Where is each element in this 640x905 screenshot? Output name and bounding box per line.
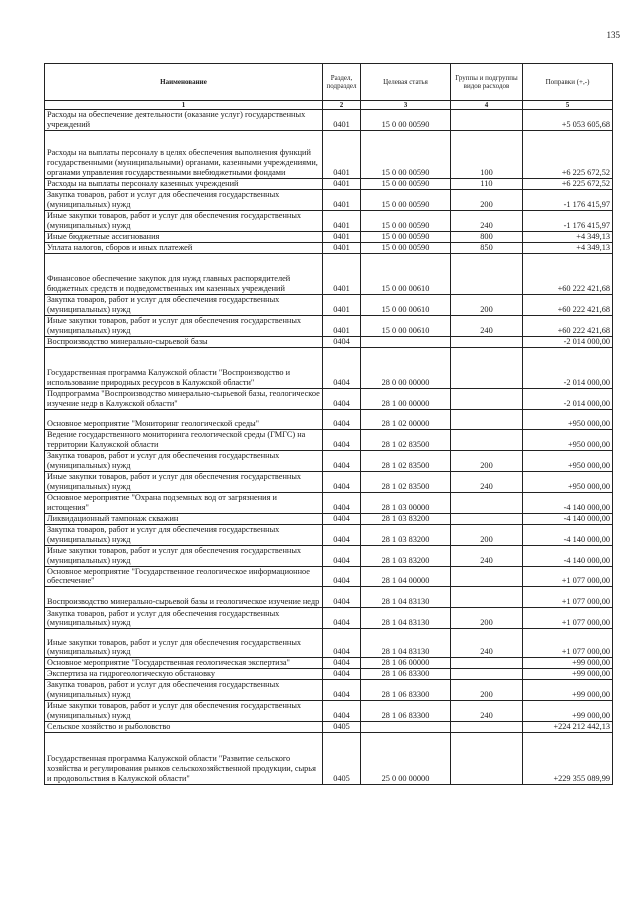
row-name: Иные закупки товаров, работ и услуг для обеспечения государственных (муниципальных) нужд [45,315,323,336]
row-statya: 28 1 04 83130 [361,608,451,629]
row-sum: -4 140 000,00 [523,513,613,524]
row-vid: 240 [451,471,523,492]
table-row [45,492,613,513]
row-name: Иные закупки товаров, работ и услуг для обеспечения государственных (муниципальных) нужд [45,629,323,658]
table-row [45,566,613,587]
row-statya: 28 1 02 00000 [361,409,451,429]
row-name: Государственная программа Калужской области "Воспроизводство и использование природных ресурсов в Калужской области" [45,347,323,388]
row-statya: 15 0 00 00610 [361,253,451,294]
row-sum: +60 222 421,68 [523,253,613,294]
row-vid: 240 [451,210,523,231]
table-row [45,701,613,722]
row-name: Иные закупки товаров, работ и услуг для обеспечения государственных (муниципальных) нужд [45,471,323,492]
row-vid [451,722,523,733]
row-vid [451,253,523,294]
row-razdel: 0404 [323,429,361,450]
table-row [45,669,613,680]
row-razdel: 0401 [323,315,361,336]
row-statya: 15 0 00 00590 [361,110,451,131]
row-sum: +6 225 672,52 [523,130,613,178]
row-sum: -4 140 000,00 [523,524,613,545]
row-razdel: 0404 [323,566,361,587]
row-razdel: 0404 [323,524,361,545]
table-row [45,347,613,388]
table-row [45,450,613,471]
table-row [45,210,613,231]
row-sum: +99 000,00 [523,701,613,722]
table-row [45,189,613,210]
row-name: Иные закупки товаров, работ и услуг для обеспечения государственных (муниципальных) нужд [45,701,323,722]
row-name: Ведение государственного мониторинга геологической среды (ГМГС) на территории Калужской области [45,429,323,450]
table-row [45,629,613,658]
header-sum: Поправки (+,-) [523,64,613,101]
row-sum: +5 053 605,68 [523,110,613,131]
row-name: Финансовое обеспечение закупок для нужд главных распорядителей бюджетных средств и подведомственных им казенных учреждений [45,253,323,294]
row-vid [451,409,523,429]
row-name: Основное мероприятие "Государственная геологическая экспертиза" [45,658,323,669]
row-vid [451,388,523,409]
row-name: Закупка товаров, работ и услуг для обеспечения государственных (муниципальных) нужд [45,680,323,701]
row-name: Подпрограмма "Воспроизводство минерально-сырьевой базы, геологическое изучение недр в Калужской области" [45,388,323,409]
row-name: Расходы на выплаты персоналу в целях обеспечения выполнения функций государственными (муниципальными) органами, казенными учреждениями, органами управления государственными внебюджетными фондами [45,130,323,178]
row-statya: 28 1 02 83500 [361,429,451,450]
row-statya: 15 0 00 00590 [361,178,451,189]
row-vid [451,336,523,347]
column-number-row [45,101,613,110]
row-statya: 28 0 00 00000 [361,347,451,388]
table-row [45,680,613,701]
row-razdel: 0404 [323,587,361,608]
row-vid [451,733,523,785]
row-razdel: 0401 [323,210,361,231]
row-razdel: 0404 [323,471,361,492]
row-vid [451,429,523,450]
row-vid [451,492,523,513]
row-vid: 200 [451,524,523,545]
row-statya: 25 0 00 00000 [361,733,451,785]
table-row [45,429,613,450]
row-razdel: 0404 [323,629,361,658]
header-name: Наименование [45,64,323,101]
row-sum: +60 222 421,68 [523,294,613,315]
row-sum: +1 077 000,00 [523,566,613,587]
row-sum: +950 000,00 [523,409,613,429]
row-statya: 28 1 03 00000 [361,492,451,513]
row-vid [451,110,523,131]
row-razdel: 0404 [323,347,361,388]
row-name: Закупка товаров, работ и услуг для обеспечения государственных (муниципальных) нужд [45,189,323,210]
table-row [45,471,613,492]
table-row [45,294,613,315]
row-vid: 240 [451,629,523,658]
row-razdel: 0404 [323,492,361,513]
row-vid: 200 [451,294,523,315]
row-sum: +1 077 000,00 [523,629,613,658]
row-statya: 28 1 06 00000 [361,658,451,669]
row-sum: -2 014 000,00 [523,336,613,347]
page-number: 135 [606,30,620,40]
table-row [45,253,613,294]
table-row [45,110,613,131]
row-statya: 28 1 03 83200 [361,513,451,524]
table-row [45,513,613,524]
row-razdel: 0404 [323,658,361,669]
table-row [45,587,613,608]
row-vid: 110 [451,178,523,189]
table-row [45,733,613,785]
row-sum: +950 000,00 [523,450,613,471]
row-razdel: 0404 [323,336,361,347]
row-vid: 200 [451,450,523,471]
table-row [45,178,613,189]
column-number: 4 [451,101,523,110]
row-vid: 200 [451,189,523,210]
row-razdel: 0404 [323,680,361,701]
row-name: Уплата налогов, сборов и иных платежей [45,242,323,253]
row-sum: -4 140 000,00 [523,492,613,513]
row-statya: 15 0 00 00610 [361,315,451,336]
row-razdel: 0401 [323,130,361,178]
row-name: Государственная программа Калужской области "Развитие сельского хозяйства и регулирования рынков сельскохозяйственной продукции, сырья и продовольствия в Калужской области" [45,733,323,785]
row-statya: 15 0 00 00590 [361,189,451,210]
row-vid: 240 [451,545,523,566]
row-name: Закупка товаров, работ и услуг для обеспечения государственных (муниципальных) нужд [45,608,323,629]
row-name: Ликвидационный тампонаж скважин [45,513,323,524]
row-sum: +1 077 000,00 [523,608,613,629]
row-vid: 200 [451,608,523,629]
header-razdel: Раздел, подраздел [323,64,361,101]
table-row [45,231,613,242]
row-vid: 100 [451,130,523,178]
row-name: Расходы на выплаты персоналу казенных учреждений [45,178,323,189]
row-razdel: 0401 [323,253,361,294]
row-vid [451,587,523,608]
row-statya: 28 1 06 83300 [361,669,451,680]
row-name: Иные бюджетные ассигнования [45,231,323,242]
row-name: Закупка товаров, работ и услуг для обеспечения государственных (муниципальных) нужд [45,450,323,471]
row-name: Воспроизводство минерально-сырьевой базы [45,336,323,347]
table-row [45,608,613,629]
column-number: 3 [361,101,451,110]
row-statya: 28 1 04 83130 [361,629,451,658]
row-razdel: 0401 [323,110,361,131]
row-statya [361,336,451,347]
row-name: Иные закупки товаров, работ и услуг для обеспечения государственных (муниципальных) нужд [45,545,323,566]
row-razdel: 0401 [323,231,361,242]
row-sum: +99 000,00 [523,669,613,680]
table-row [45,722,613,733]
row-statya: 15 0 00 00590 [361,231,451,242]
budget-table [44,63,613,785]
header-vid: Группы и подгруппы видов расходов [451,64,523,101]
row-statya: 28 1 06 83300 [361,680,451,701]
row-sum: -2 014 000,00 [523,388,613,409]
row-sum: -4 140 000,00 [523,545,613,566]
row-sum: -2 014 000,00 [523,347,613,388]
row-sum: +60 222 421,68 [523,315,613,336]
row-sum: +99 000,00 [523,680,613,701]
row-name: Закупка товаров, работ и услуг для обеспечения государственных (муниципальных) нужд [45,294,323,315]
row-vid [451,566,523,587]
table-row [45,524,613,545]
row-vid [451,347,523,388]
row-razdel: 0401 [323,294,361,315]
row-sum: +4 349,13 [523,242,613,253]
row-razdel: 0404 [323,608,361,629]
row-statya: 28 1 04 00000 [361,566,451,587]
row-vid: 800 [451,231,523,242]
row-statya: 28 1 03 83200 [361,545,451,566]
row-sum: +6 225 672,52 [523,178,613,189]
row-vid: 240 [451,701,523,722]
row-sum: -1 176 415,97 [523,189,613,210]
row-name: Воспроизводство минерально-сырьевой базы и геологическое изучение недр [45,587,323,608]
row-vid [451,513,523,524]
row-sum: +229 355 089,99 [523,733,613,785]
row-name: Основное мероприятие "Охрана подземных вод от загрязнения и истощения" [45,492,323,513]
table-row [45,409,613,429]
table-row [45,242,613,253]
row-statya: 28 1 02 83500 [361,450,451,471]
row-statya: 15 0 00 00590 [361,242,451,253]
row-razdel: 0404 [323,513,361,524]
row-razdel: 0404 [323,669,361,680]
row-name: Закупка товаров, работ и услуг для обеспечения государственных (муниципальных) нужд [45,524,323,545]
row-razdel: 0401 [323,178,361,189]
row-statya: 15 0 00 00590 [361,130,451,178]
row-statya: 15 0 00 00610 [361,294,451,315]
row-vid [451,669,523,680]
row-razdel: 0404 [323,388,361,409]
row-razdel: 0404 [323,701,361,722]
table-row [45,658,613,669]
column-number: 1 [45,101,323,110]
row-name: Основное мероприятие "Мониторинг геологической среды" [45,409,323,429]
table-header-row [45,64,613,101]
row-statya: 28 1 06 83300 [361,701,451,722]
row-statya: 15 0 00 00590 [361,210,451,231]
row-razdel: 0405 [323,733,361,785]
column-number: 2 [323,101,361,110]
row-name: Сельское хозяйство и рыболовство [45,722,323,733]
row-razdel: 0401 [323,242,361,253]
row-name: Расходы на обеспечение деятельности (оказание услуг) государственных учреждений [45,110,323,131]
row-name: Основное мероприятие "Государственное геологическое информационное обеспечение" [45,566,323,587]
row-vid: 200 [451,680,523,701]
row-statya: 28 1 03 83200 [361,524,451,545]
row-sum: +950 000,00 [523,429,613,450]
row-razdel: 0405 [323,722,361,733]
row-sum: -1 176 415,97 [523,210,613,231]
column-number: 5 [523,101,613,110]
header-statya: Целевая статья [361,64,451,101]
row-statya: 28 1 04 83130 [361,587,451,608]
table-row [45,315,613,336]
row-sum: +99 000,00 [523,658,613,669]
row-sum: +4 349,13 [523,231,613,242]
row-statya: 28 1 02 83500 [361,471,451,492]
row-statya [361,722,451,733]
row-vid: 850 [451,242,523,253]
row-razdel: 0404 [323,450,361,471]
table-row [45,545,613,566]
table-row [45,336,613,347]
row-vid [451,658,523,669]
table-row [45,130,613,178]
row-razdel: 0404 [323,409,361,429]
row-statya: 28 1 00 00000 [361,388,451,409]
table-row [45,388,613,409]
row-razdel: 0401 [323,189,361,210]
row-vid: 240 [451,315,523,336]
row-sum: +1 077 000,00 [523,587,613,608]
row-name: Экспертиза на гидрогеологическую обстановку [45,669,323,680]
row-razdel: 0404 [323,545,361,566]
row-name: Иные закупки товаров, работ и услуг для обеспечения государственных (муниципальных) нужд [45,210,323,231]
row-sum: +224 212 442,13 [523,722,613,733]
row-sum: +950 000,00 [523,471,613,492]
